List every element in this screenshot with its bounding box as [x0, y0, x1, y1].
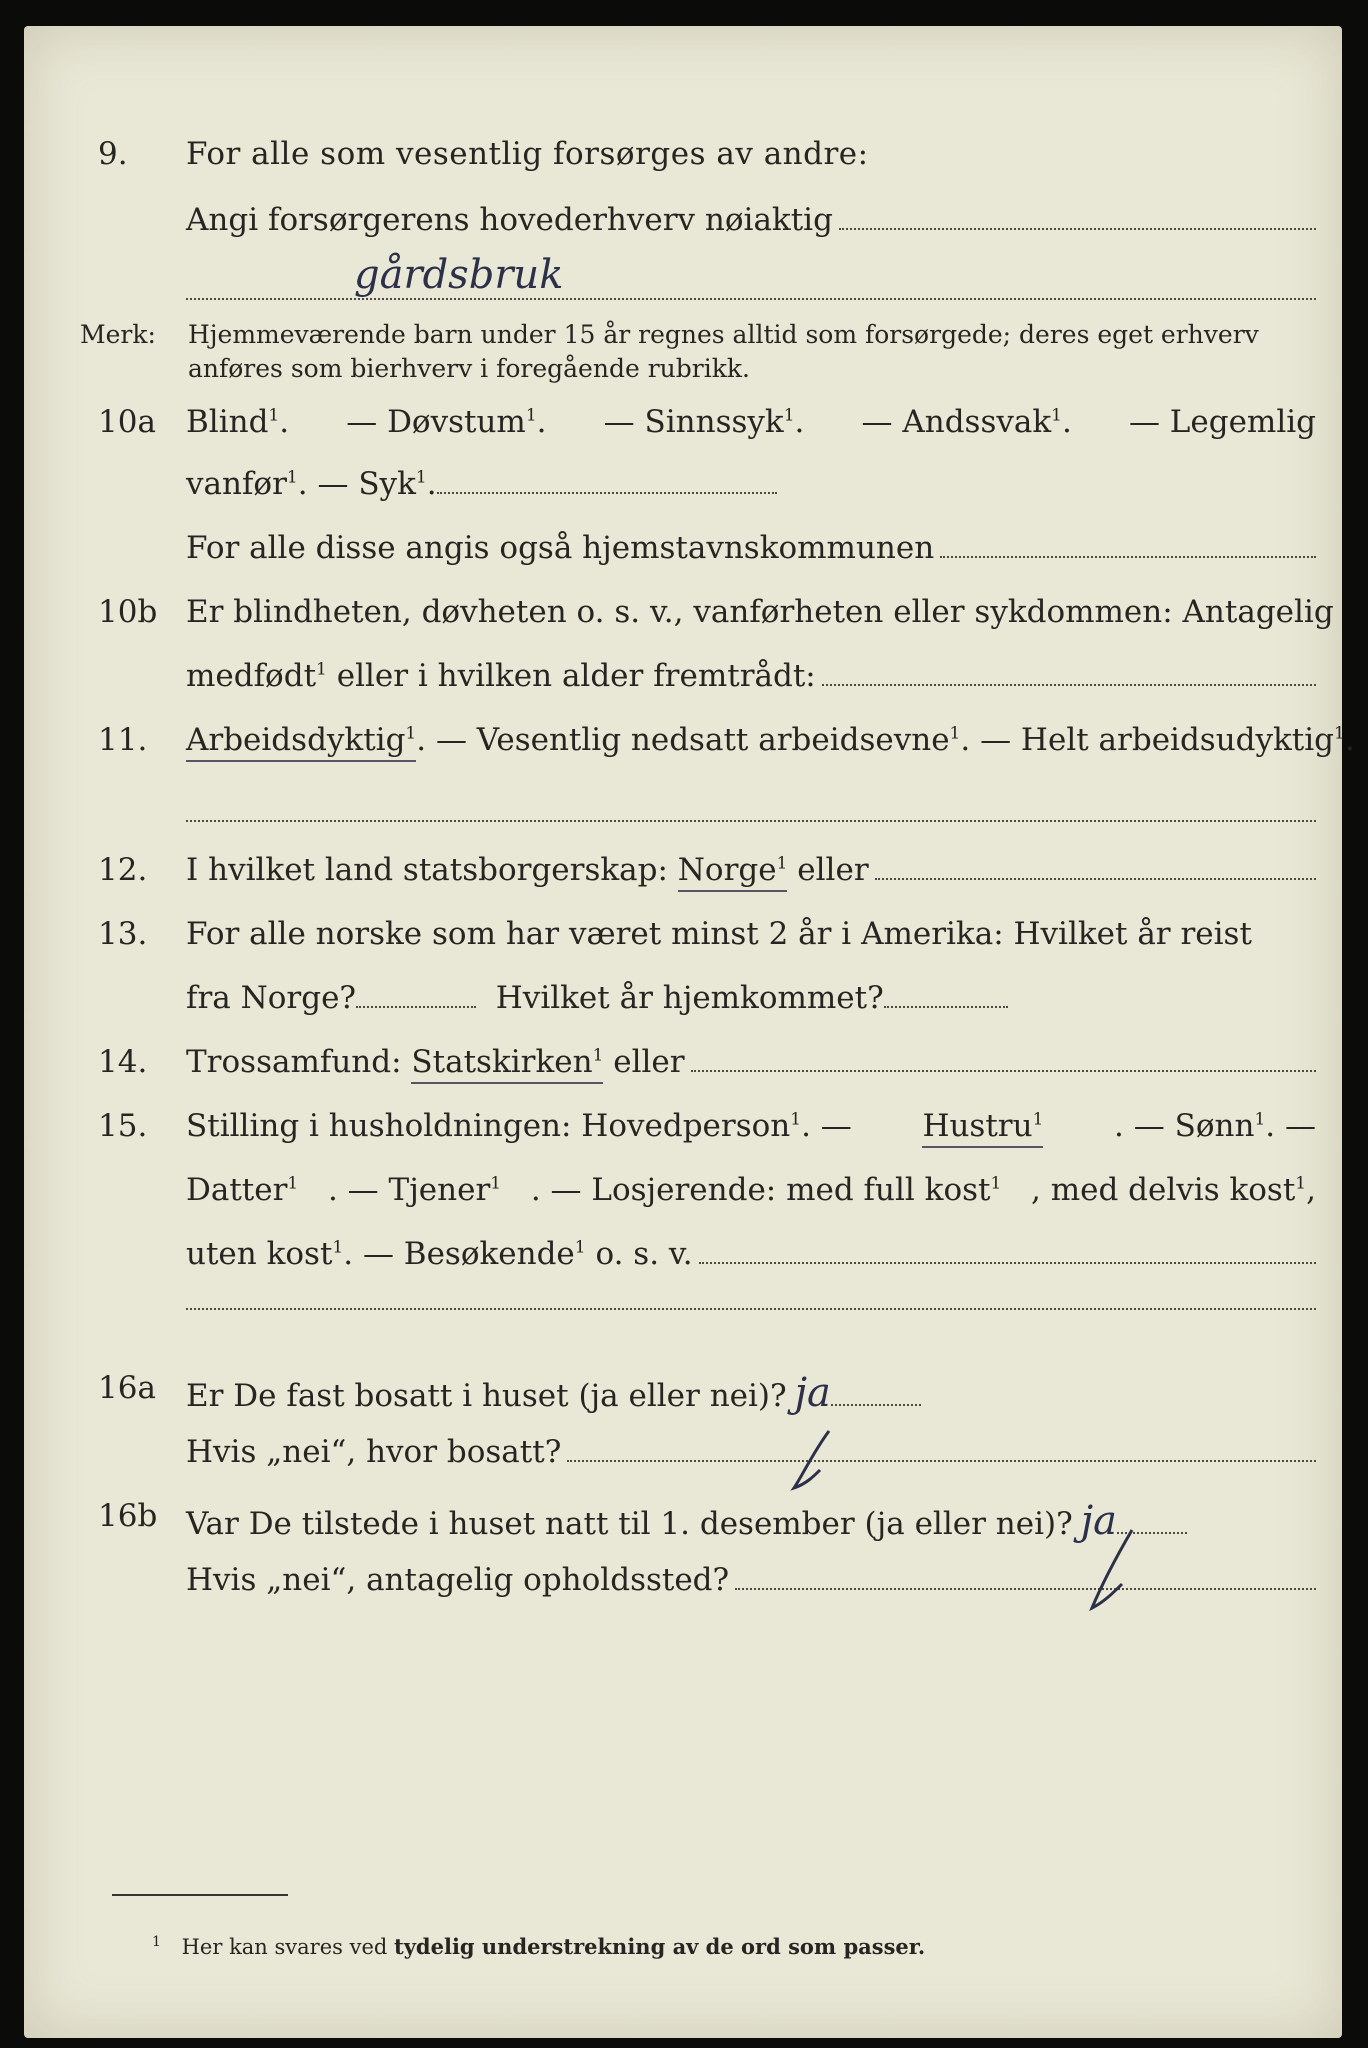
q16b-line1-text: Var De tilstede i huset natt til 1. desember (ja eller nei)? [186, 1506, 1073, 1542]
merk-line2-text: anføres som bierhverv i foregående rubrikk. [188, 354, 750, 383]
q9-handwritten-answer: gårdsbruk [354, 252, 564, 298]
q11-extra-line [186, 820, 1316, 822]
q10a-syk-line [437, 488, 777, 494]
q10b-line2 [186, 658, 1316, 694]
q15-answer-line [699, 1258, 1316, 1264]
q15-full-kost: . — Losjerende: med full kost$^1$ [530, 1172, 1002, 1208]
merk-line2 [188, 354, 1316, 383]
footnote-rule [112, 1894, 288, 1896]
q13-line2 [186, 980, 1316, 1016]
q10a-sinnssyk: — Sinnssyk$^1$. [603, 404, 805, 440]
q14-number: 14. [98, 1044, 148, 1080]
q10b-line1 [186, 594, 1334, 630]
q13-line1 [186, 916, 1316, 952]
q10a-legemlig: — Legemlig [1128, 404, 1316, 440]
q9-line2 [186, 202, 1316, 238]
q15-sonn: . — Sønn$^1$. — [1114, 1108, 1316, 1144]
q10a-vanfor: vanfør$^1$. [186, 466, 318, 502]
q10b-answer-line [822, 680, 1316, 686]
footnote [152, 1934, 925, 1959]
q15-besokende: . — Besøkende$^1$ [343, 1236, 586, 1272]
ditto-mark-16a [784, 1426, 844, 1496]
q16a-line2-text: Hvis „nei“, hvor bosatt? [186, 1434, 562, 1470]
q10b-number: 10b [98, 594, 158, 630]
q12-line1 [186, 852, 1316, 892]
merk-line1-text: Hjemmeværende barn under 15 år regnes alltid som forsørgede; deres eget erhverv [188, 320, 1259, 349]
q9-number: 9. [98, 136, 128, 172]
q10a-kommune-line [940, 552, 1316, 558]
q15-hovedperson: Stilling i husholdningen: Hovedperson$^1$. — [186, 1108, 852, 1144]
merk-label: Merk: [80, 320, 156, 349]
q10a-blind: Blind$^1$. [186, 404, 290, 440]
q11-nedsatt: . — Vesentlig nedsatt arbeidsevne$^1$ [416, 722, 961, 758]
q9-answer-line [839, 224, 1316, 230]
q12-number: 12. [98, 852, 148, 888]
q13-reist-line [356, 1002, 476, 1008]
q16b-line2 [186, 1562, 1316, 1598]
q14-statskirken: Statskirken$^1$ [411, 1044, 603, 1084]
q10b-line1-text: Er blindheten, døvheten o. s. v., vanførheten eller sykdommen: Antagelig [186, 594, 1334, 630]
q15-number: 15. [98, 1108, 148, 1144]
q10a-number: 10a [98, 404, 156, 440]
q15-delvis-kost: , med delvis kost$^1$, [1031, 1172, 1316, 1208]
q16b-answer1: ja [1080, 1498, 1117, 1544]
q10a-andssvak: — Andssvak$^1$. [861, 404, 1072, 440]
q13-number: 13. [98, 916, 148, 952]
q10a-line3 [186, 530, 1316, 566]
q16b-line2-text: Hvis „nei“, antagelig opholdssted? [186, 1562, 730, 1598]
q9-line1-text: For alle som vesentlig forsørges av andre: [186, 136, 869, 172]
q10a-line2 [186, 466, 1316, 502]
ditto-mark-16b [1084, 1526, 1144, 1616]
q9-line1 [186, 136, 1316, 172]
q13-line1-text: For alle norske som har været minst 2 år i Amerika: Hvilket år reist [186, 916, 1252, 952]
q11-udyktig: . — Helt arbeidsudyktig$^1$. [960, 722, 1355, 758]
q10a-dovstum: — Døvstum$^1$. [346, 404, 547, 440]
q11-number: 11. [98, 722, 148, 758]
q13-reist: fra Norge? [186, 980, 357, 1016]
q10a-line3-text: For alle disse angis også hjemstavnskommunen [186, 530, 935, 566]
q16b-answer2-line [735, 1584, 1316, 1590]
q16a-line1-text: Er De fast bosatt i huset (ja eller nei)? [186, 1378, 787, 1414]
q15-osv: o. s. v. [595, 1236, 693, 1272]
q9-line2-text: Angi forsørgerens hovederhverv nøiaktig [186, 202, 833, 238]
q12-eller: eller [797, 852, 869, 888]
q11-line1 [186, 722, 1355, 762]
q10a-line1 [186, 404, 1316, 440]
footnote-bold: tydelig understrekning av de ord som passer. [394, 1934, 926, 1959]
q10a-syk: — Syk$^1$. [317, 466, 437, 502]
q11-arbeidsdyktig: Arbeidsdyktig$^1$ [186, 722, 416, 762]
q16b-number: 16b [98, 1498, 158, 1534]
q16b-line1 [186, 1498, 1316, 1544]
footnote-plain: Her kan svares ved [181, 1935, 388, 1959]
q15-line1 [186, 1108, 1316, 1148]
q13-hjemkommet-line [884, 1002, 1008, 1008]
q13-hjemkommet: Hvilket år hjemkommet? [495, 980, 884, 1016]
q14-line1 [186, 1044, 1316, 1084]
q15-tjener: . — Tjener$^1$ [327, 1172, 502, 1208]
q10b-medfodt: medfødt$^1$ [186, 658, 327, 694]
q16a-answer1: ja [794, 1370, 831, 1416]
q16a-line2 [186, 1434, 1316, 1470]
q12-text: I hvilket land statsborgerskap: [186, 852, 668, 888]
merk-line1 [188, 320, 1316, 349]
q16a-answer2-line [567, 1456, 1316, 1462]
footnote-mark: 1 [152, 1934, 161, 1950]
q10b-alder: eller i hvilken alder fremtrådt: [336, 658, 816, 694]
q15-extra-line [186, 1308, 1316, 1310]
q14-eller: eller [613, 1044, 685, 1080]
census-form-sheet [24, 26, 1355, 2038]
q16a-line1 [186, 1370, 1316, 1416]
q15-uten-kost: uten kost$^1$ [186, 1236, 344, 1272]
q9-extra-line [186, 298, 1316, 300]
q16a-answer1-line [831, 1400, 921, 1406]
q9-answer-row [354, 252, 1316, 298]
q14-text: Trossamfund: [186, 1044, 402, 1080]
q15-datter: Datter$^1$ [186, 1172, 299, 1208]
q15-line2 [186, 1172, 1316, 1208]
q12-norge: Norge$^1$ [678, 852, 788, 892]
q15-line3 [186, 1236, 1316, 1272]
q12-answer-line [875, 874, 1316, 880]
q16a-number: 16a [98, 1370, 156, 1406]
q14-answer-line [691, 1066, 1316, 1072]
q15-hustru: Hustru$^1$ [922, 1108, 1043, 1148]
